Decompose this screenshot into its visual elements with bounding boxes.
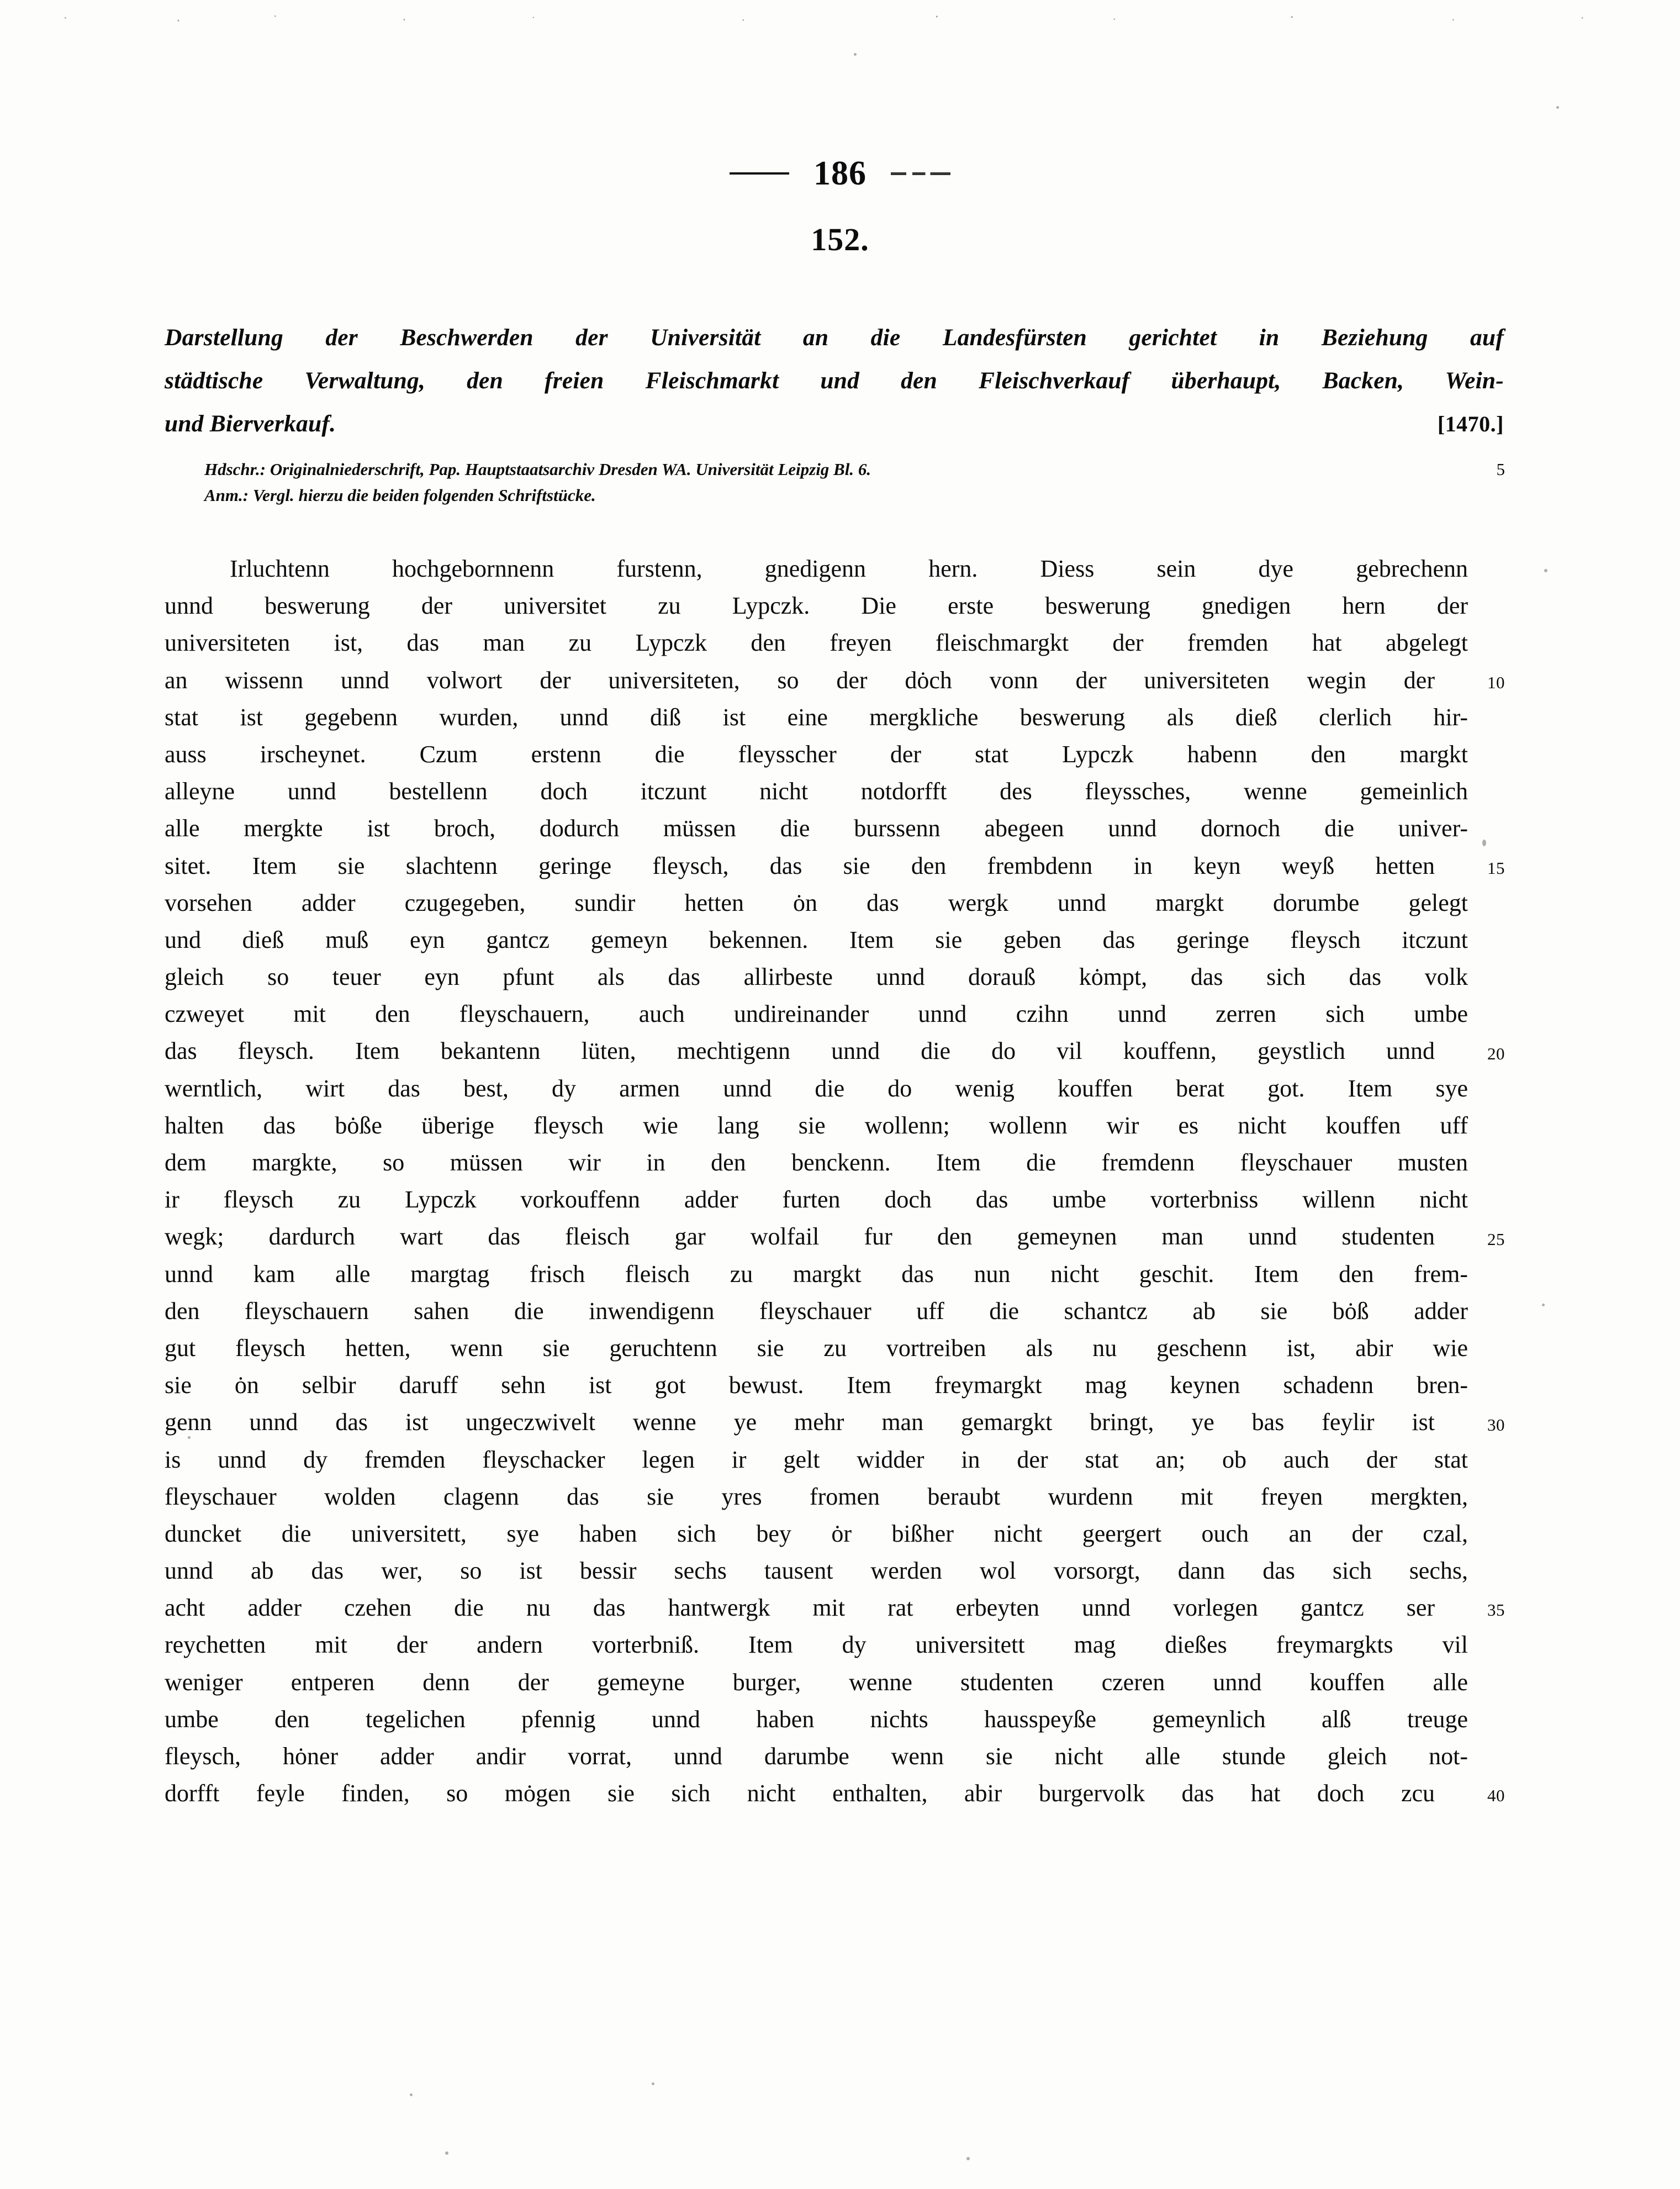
- body-line: [165, 1032, 1504, 1069]
- scan-speckle: [1542, 1304, 1545, 1306]
- body-line-text: gut fleysch hetten, wenn sie geruchtenn sie zu vortreiben als nu geschenn ist, abir wie: [165, 1334, 1468, 1362]
- title-line: und Bierverkauf.: [165, 410, 336, 437]
- body-line: [165, 1330, 1504, 1367]
- body-line-text: halten das bȯße überige fleysch wie lang sie wollenn; wollenn wir es nicht kouffen uff: [165, 1111, 1468, 1139]
- note-row: [204, 456, 1505, 482]
- note-row: [204, 482, 1505, 508]
- body-line-text: wegk; dardurch wart das fleisch gar wolfail fur den gemeynen man unnd studenten: [165, 1223, 1435, 1251]
- body-line: [165, 1293, 1504, 1330]
- body-line-text: Irluchtenn hochgebornnenn furstenn, gnedigenn hern. Diess sein dye gebrechenn: [230, 555, 1468, 582]
- body-line-text: ir fleysch zu Lypczk vorkouffenn adder furten doch das umbe vorterbniss willenn nicht: [165, 1186, 1468, 1214]
- body-line-text: umbe den tegelichen pfennig unnd haben nichts hausspeyße gemeynlich alß treuge: [165, 1705, 1468, 1733]
- title-line-with-date: [165, 402, 1504, 446]
- body-line: [165, 1478, 1504, 1515]
- body-line: [165, 550, 1504, 587]
- running-head: [0, 154, 1680, 193]
- body-line: [165, 1070, 1504, 1107]
- body-line-text: dem margkte, so müssen wir in den benckenn. Item die fremdenn fleyschauer musten: [165, 1149, 1468, 1176]
- section-number: 152.: [811, 221, 869, 257]
- body-line-text: und dieß muß eyn gantcz gemeyn bekennen. Item sie geben das geringe fleysch itczunt: [165, 926, 1468, 953]
- body-line-text: werntlich, wirt das best, dy armen unnd die do wenig kouffen berat got. Item sye: [165, 1074, 1468, 1102]
- note-annotation: Anm.: Vergl. hierzu die beiden folgenden Schriftstücke.: [204, 486, 596, 505]
- margin-line-number: 35: [1487, 1600, 1505, 1620]
- source-notes: [204, 456, 1505, 508]
- body-line: [165, 847, 1504, 884]
- body-line: [165, 995, 1504, 1032]
- body-line-text: stat ist gegebenn wurden, unnd diß ist eine mergkliche beswerung als dieß clerlich hir-: [165, 703, 1468, 731]
- margin-line-number: 30: [1487, 1415, 1505, 1434]
- body-line-text: sitet. Item sie slachtenn geringe fleysch, das sie den frembdenn in keyn weyß hetten: [165, 852, 1435, 879]
- body-line: [165, 884, 1504, 921]
- scan-speckle: [1482, 840, 1486, 846]
- scan-speckle: [652, 2082, 654, 2085]
- scan-edge-noise: [33, 14, 1647, 23]
- body-line: [165, 1515, 1504, 1552]
- scan-speckle: [1544, 569, 1547, 572]
- body-line: [165, 958, 1504, 995]
- body-line: [165, 1441, 1504, 1478]
- body-line-text: unnd beswerung der universitet zu Lypczk. Die erste beswerung gnedigen hern der: [165, 592, 1468, 620]
- body-line-text: an wissenn unnd volwort der universiteten, so der dȯch vonn der universiteten wegin der: [165, 666, 1435, 694]
- body-line-text: czweyet mit den fleyschauern, auch undireinander unnd czihn unnd zerren sich umbe: [165, 1000, 1468, 1028]
- body-line-text: is unnd dy fremden fleyschacker legen ir gelt widder in der stat an; ob auch der stat: [165, 1446, 1468, 1473]
- scan-speckle: [410, 2093, 413, 2096]
- body-line-text: unnd kam alle margtag frisch fleisch zu margkt das nun nicht geschit. Item den frem-: [165, 1260, 1468, 1288]
- body-line: [165, 1552, 1504, 1589]
- body-line: [165, 736, 1504, 773]
- body-line-text: dorfft feyle finden, so mȯgen sie sich nicht enthalten, abir burgervolk das hat doch zcu: [165, 1780, 1435, 1807]
- rule-left-icon: [730, 172, 789, 175]
- body-line-text: fleyschauer wolden clagenn das sie yres fromen beraubt wurdenn mit freyen mergkten,: [165, 1483, 1468, 1510]
- body-line: [165, 810, 1504, 847]
- date-bracket: [1470.]: [1437, 412, 1504, 436]
- body-line: [165, 1181, 1504, 1218]
- body-line-text: genn unnd das ist ungeczwivelt wenne ye mehr man gemargkt bringt, ye bas feylir ist: [165, 1409, 1435, 1436]
- scan-speckle: [188, 1436, 191, 1439]
- body-line-text: auss irscheynet. Czum erstenn die fleysscher der stat Lypczk habenn den margkt: [165, 740, 1468, 768]
- document-title: [165, 316, 1504, 446]
- body-line: [165, 699, 1504, 736]
- scan-speckle: [445, 2151, 448, 2155]
- margin-line-number: 5: [1496, 460, 1505, 479]
- body-line-text: weniger entperen denn der gemeyne burger, wenne studenten czeren unnd kouffen alle: [165, 1668, 1468, 1696]
- body-line-text: unnd ab das wer, so ist bessir sechs tausent werden wol vorsorgt, dann das sich sechs,: [165, 1557, 1468, 1585]
- margin-line-number: 40: [1487, 1786, 1505, 1806]
- body-line-text: reychetten mit der andern vorterbniß. Item dy universitett mag dießes freymargkts vil: [165, 1631, 1468, 1659]
- title-line: städtische Verwaltung, den freien Fleischmarkt und den Fleischverkauf überhaupt, Backen, Wein-: [165, 367, 1504, 394]
- rule-right-icon: [891, 172, 950, 175]
- body-line-text: gleich so teuer eyn pfunt als das allirbeste unnd dorauß kȯmpt, das sich das volk: [165, 963, 1468, 991]
- body-line-text: sie ȯn selbir daruff sehn ist got bewust. Item freymargkt mag keynen schadenn bren-: [165, 1372, 1468, 1399]
- body-line-text: das fleysch. Item bekantenn lüten, mechtigenn unnd die do vil kouffenn, geystlich unnd: [165, 1037, 1435, 1065]
- body-line: [165, 1626, 1504, 1663]
- page-number: 186: [813, 155, 867, 192]
- title-line: Darstellung der Beschwerden der Universität an die Landesfürsten gerichtet in Beziehung auf: [165, 324, 1504, 351]
- body-line: [165, 1107, 1504, 1144]
- body-line-text: fleysch, hȯner adder andir vorrat, unnd darumbe wenn sie nicht alle stunde gleich not-: [165, 1743, 1468, 1770]
- body-line-text: acht adder czehen die nu das hantwergk mit rat erbeyten unnd vorlegen gantcz ser: [165, 1594, 1435, 1622]
- margin-line-number: 25: [1487, 1229, 1505, 1249]
- body-line: [165, 662, 1504, 699]
- body-line-text: alleyne unnd bestellenn doch itczunt nicht notdorfft des fleyssches, wenne gemeinlich: [165, 778, 1468, 805]
- body-line: [165, 1664, 1504, 1701]
- scan-speckle: [854, 53, 857, 56]
- body-line: [165, 1218, 1504, 1255]
- body-line: [165, 1775, 1504, 1812]
- body-line-text: den fleyschauern sahen die inwendigenn fleyschauer uff die schantcz ab sie bȯß adder: [165, 1297, 1468, 1325]
- body-line-text: universiteten ist, das man zu Lypczk den freyen fleischmargkt der fremden hat abgelegt: [165, 629, 1468, 657]
- body-line: [165, 1256, 1504, 1293]
- body-line-text: vorsehen adder czugegeben, sundir hetten ȯn das wergk unnd margkt dorumbe gelegt: [165, 889, 1468, 916]
- scan-speckle: [966, 2157, 970, 2160]
- margin-line-number: 15: [1487, 858, 1505, 878]
- body-line: [165, 921, 1504, 958]
- body-line-text: alle mergkte ist broch, dodurch müssen die burssenn abegeen unnd dornoch die univer-: [165, 815, 1468, 842]
- body-line: [165, 1367, 1504, 1404]
- body-line: [165, 587, 1504, 624]
- scan-speckle: [1556, 106, 1559, 109]
- body-line: [165, 773, 1504, 810]
- note-manuscript: Hdschr.: Originalniederschrift, Pap. Hauptstaatsarchiv Dresden WA. Universität Leipzig Bl. 6.: [204, 460, 871, 479]
- body-line-text: duncket die universitett, sye haben sich bey ȯr bißher nicht geergert ouch an der czal,: [165, 1520, 1468, 1547]
- margin-line-number: 10: [1487, 672, 1505, 692]
- body-text: [165, 550, 1504, 1812]
- body-line: [165, 1144, 1504, 1181]
- body-line: [165, 1701, 1504, 1738]
- body-line: [165, 1404, 1504, 1441]
- body-line: [165, 1738, 1504, 1775]
- margin-line-number: 20: [1487, 1043, 1505, 1063]
- body-line: [165, 624, 1504, 661]
- body-line: [165, 1589, 1504, 1626]
